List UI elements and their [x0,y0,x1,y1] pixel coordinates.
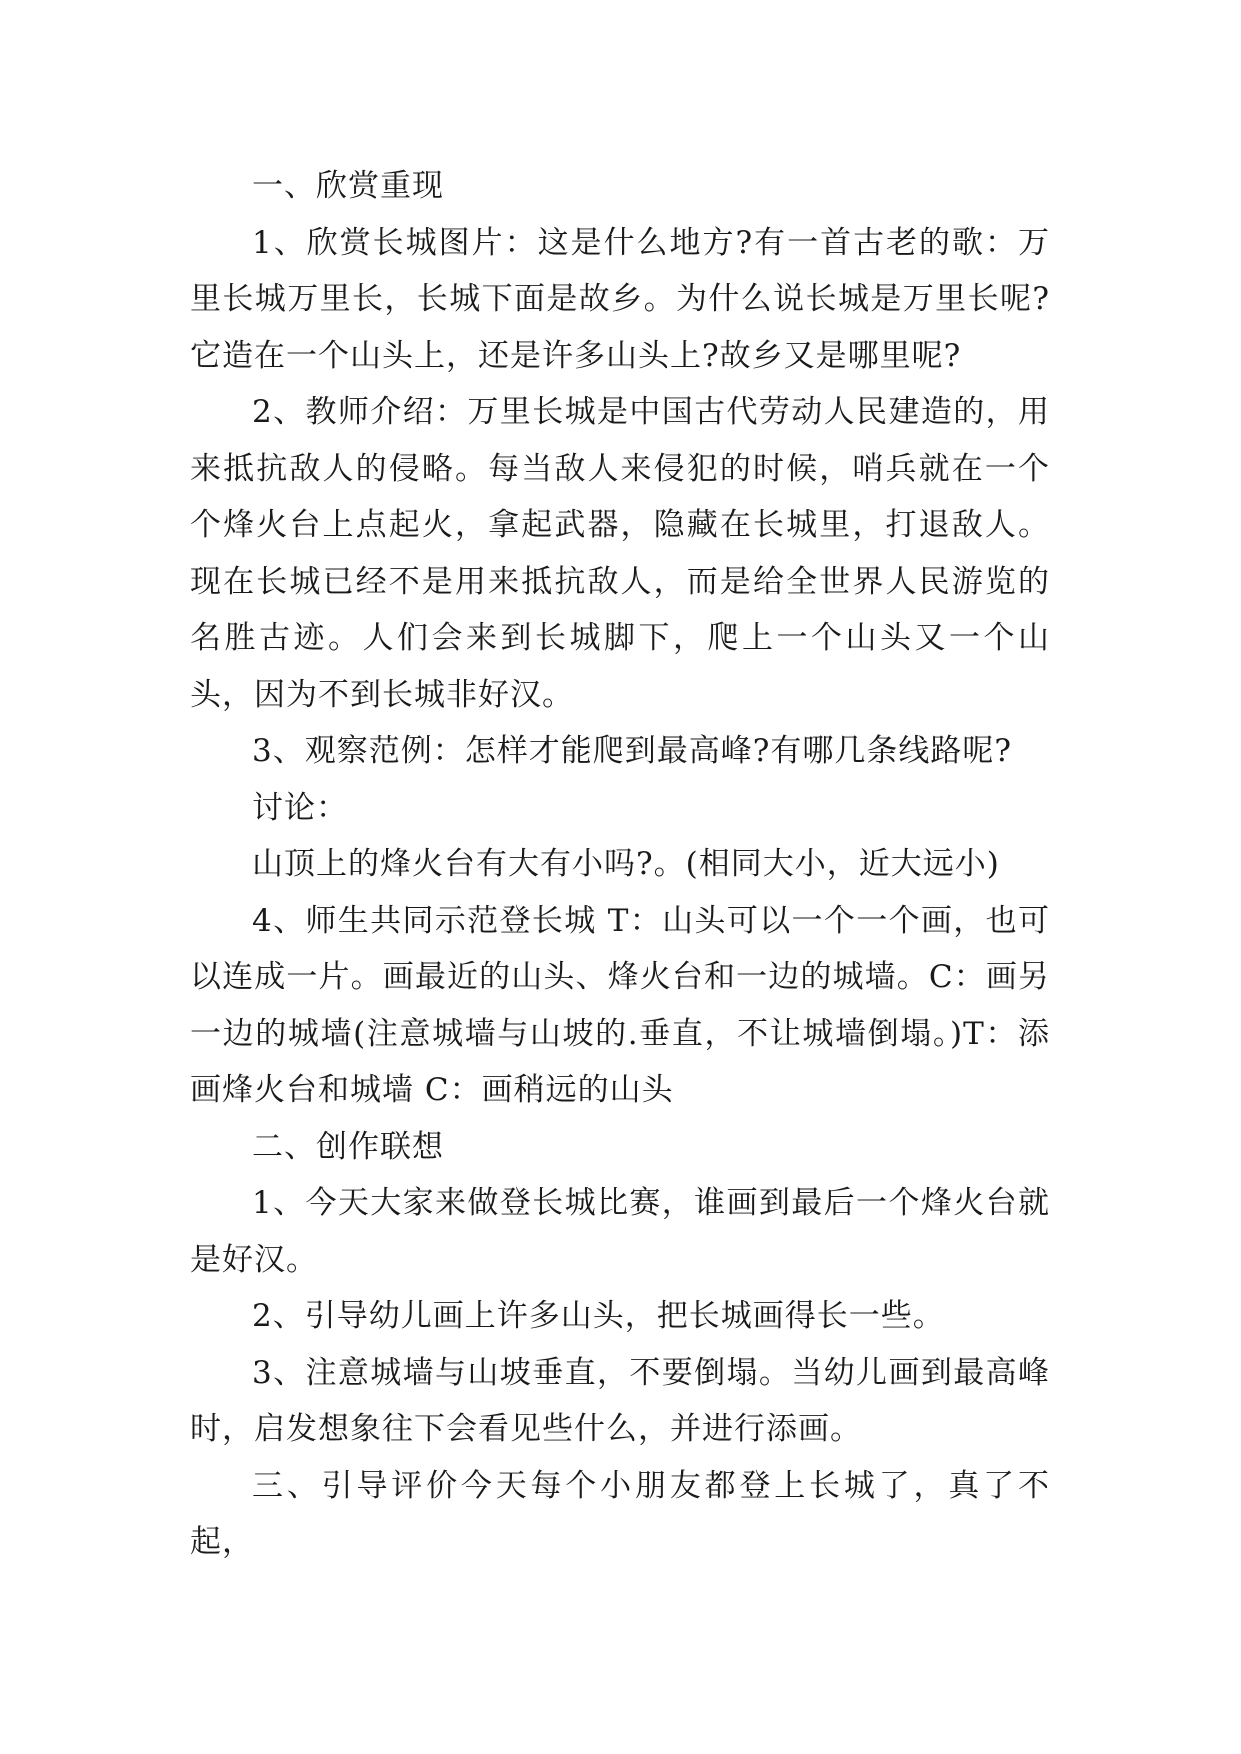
section-heading: 二、创作联想 [252,1128,444,1165]
document-body [190,158,1050,1571]
paragraph: 3、注意城墙与山坡垂直，不要倒塌。当幼儿画到最高峰时，启发想象往下会看见些什么，并进行添画。 [190,1354,1050,1447]
section-heading: 三、引导评价今天每个小朋友都登上长城了，真了不起， [190,1467,1050,1560]
paragraph: 4、师生共同示范登长城 T：山头可以一个一个画，也可以连成一片。画最近的山头、烽火台和一边的城墙。C：画另一边的城墙(注意城墙与山坡的.垂直，不让城墙倒塌。)T：添画烽火台和城墙 C：画稍远的山头 [190,902,1050,1108]
paragraph: 山顶上的烽火台有大有小吗?。(相同大小，近大远小) [252,846,1000,882]
paragraph: 2、引导幼儿画上许多山头，把长城画得长一些。 [252,1298,945,1334]
paragraph: 1、今天大家来做登长城比赛，谁画到最后一个烽火台就是好汉。 [190,1185,1050,1278]
paragraph: 1、欣赏长城图片：这是什么地方?有一首古老的歌：万里长城万里长，长城下面是故乡。为什么说长城是万里长呢?它造在一个山头上，还是许多山头上?故乡又是哪里呢? [190,224,1050,374]
section-heading: 一、欣赏重现 [252,168,444,204]
paragraph: 3、观察范例：怎样才能爬到最高峰?有哪几条线路呢? [252,733,1012,769]
paragraph: 2、教师介绍：万里长城是中国古代劳动人民建造的，用来抵抗敌人的侵略。每当敌人来侵犯的时候，哨兵就在一个个烽火台上点起火，拿起武器，隐藏在长城里，打退敌人。现在长城已经不是用来抵抗敌人，而是给全世界人民游览的名胜古迹。人们会来到长城脚下，爬上一个山头又一个山头，因为不到长城非好汉。 [190,394,1050,713]
paragraph: 讨论： [252,789,348,826]
